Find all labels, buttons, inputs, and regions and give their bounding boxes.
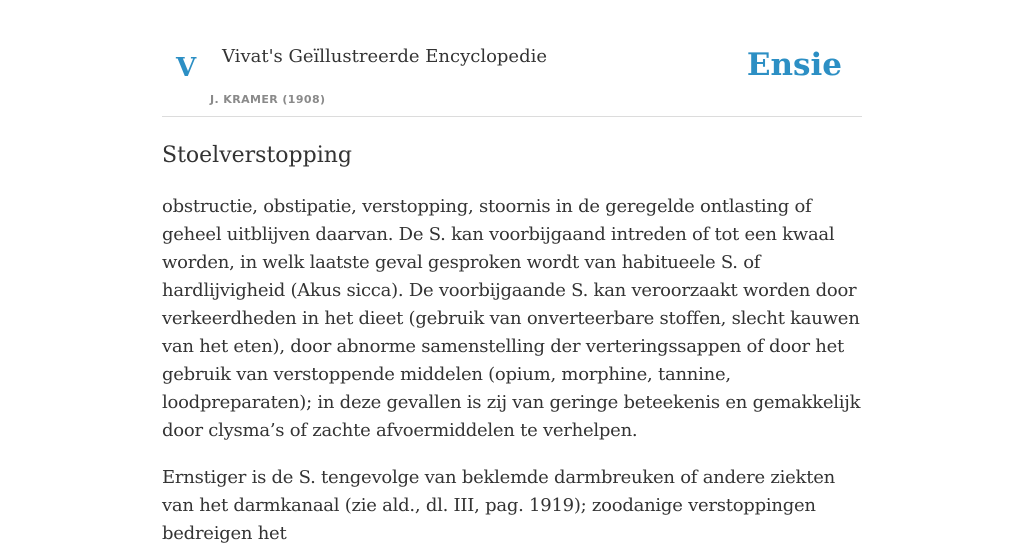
header <box>162 0 862 117</box>
entry-paragraph-2: Ernstiger is de S. tengevolge van beklemde darmbreuken of andere ziekten van het darmkanaal (zie ald., dl. III, pag. 1919); zoodanige verstoppingen bedreigen het <box>162 467 835 544</box>
book-title-link[interactable]: Vivat's Geïllustreerde Encyclopedie <box>222 46 548 67</box>
entry-title: Stoelverstopping <box>162 143 353 168</box>
book-author: J. KRAMER (1908) <box>210 93 326 106</box>
content-column <box>162 0 862 548</box>
ensie-logo-link[interactable]: Ensie <box>746 47 842 83</box>
entry-paragraph-1: obstructie, obstipatie, verstopping, stoornis in de geregelde ontlasting of geheel uitblijven daarvan. De S. kan voorbijgaand intreden of tot een kwaal worden, in welk laatste geval gesproken wordt van habitueele S. of hardlijvigheid (Akus sicca). De voorbijgaande S. kan veroorzaakt worden door verkeerdheden in het dieet (gebruik van onverteerbare stoffen, slecht kauwen van het eten), door abnorme samenstelling der verteringssappen of door het gebruik van verstoppende middelen (opium, morphine, tannine, loodpreparaten); in deze gevallen is zij van geringe beteekenis en gemakkelijk door clysma’s of zachte afvoermiddelen te verhelpen. <box>162 196 861 441</box>
book-logo[interactable]: V <box>176 53 197 83</box>
